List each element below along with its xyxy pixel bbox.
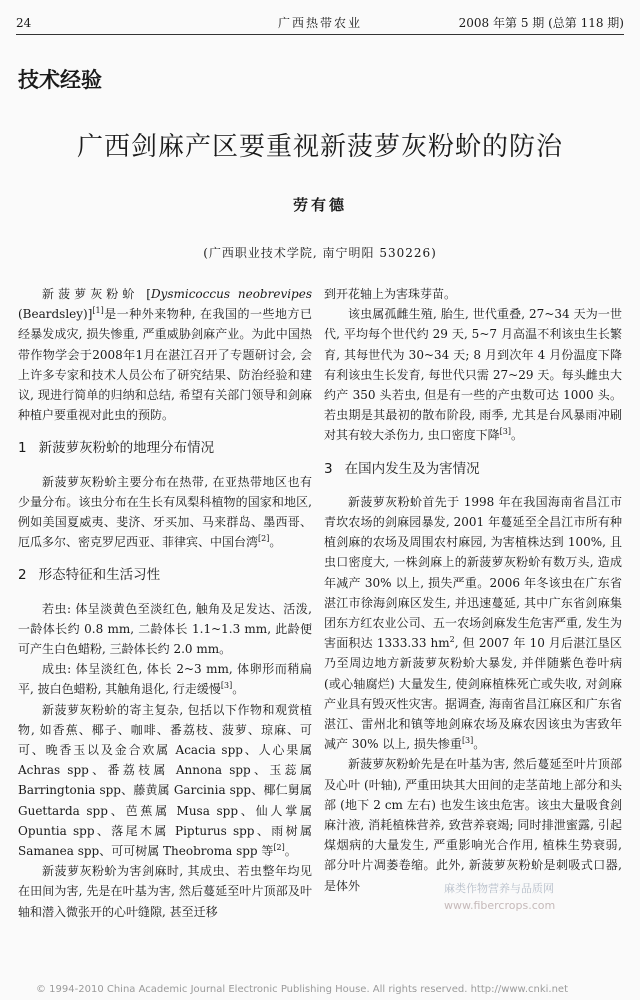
adult-description: 成虫: 体呈淡红色, 体长 2~3 mm, 体卵形而稍扁平, 披白色蜡粉, 其触角退化, 行走缓慢[3]。	[18, 662, 312, 697]
citation: [2]	[258, 534, 270, 544]
author-affiliation: (广西职业技术学院, 南宁明阳 530226)	[203, 246, 437, 260]
running-header	[16, 12, 624, 35]
citation: [3]	[220, 681, 233, 691]
journal-name: 广西热带农业	[277, 16, 362, 30]
right-column	[324, 284, 622, 896]
citation: [3]	[461, 736, 474, 746]
nymph-description: 若虫: 体呈淡黄色至淡红色, 触角及足发达、活泼, 一龄体长约 0.8 mm, 二龄体长 1.1~1.3 mm, 此龄便可产生白色蜡粉, 三龄体长约 2.0 mm。	[18, 601, 312, 657]
watermark-site-name: 麻类作物营养与品质网	[444, 882, 554, 895]
host-plants-paragraph: 新菠萝灰粉蚧的寄主复杂, 包括以下作物和观赏植物, 如香蕉、椰子、咖啡、番荔枝、菠萝、琼麻、可可、晚香玉以及金合欢属 Acacia spp、人心果属 Achras spp、番荔枝属 Annona spp、玉蕊属 Barringtonia spp、藤黄属 Garcinia spp、椰仁舅属 Guettarda spp、芭蕉属 Musa spp、仙人掌属 Opuntia spp、落尾木属 Pipturus spp、雨树属 Samanea spp、可可树属 Theobroma spp 等[2]。	[18, 702, 312, 859]
watermark-url: www.fibercrops.com	[444, 899, 556, 912]
copyright-footer: © 1994-2010 China Academic Journal Electronic Publishing House. All rights reserved. http://www.cnki.net	[36, 984, 568, 995]
reproduction-paragraph: 该虫属孤雌生殖, 胎生, 世代重叠, 27~34 天为一世代, 平均每个世代约 29 天, 5~7 月高温不利该虫生长繁育, 其每世代为 30~34 天; 8 月到次年 4 月份温度下降有利该虫生长发育, 每世代只需 27~29 天。每头雌虫大约产 350 头若虫, 但是有一些的产虫数可达 1000 头。若虫期是其最初的散布阶段, 雨季, 尤其是台风暴雨冲刷对其有较大杀伤力, 虫口密度下降[3]。	[324, 307, 622, 443]
left-column	[18, 284, 312, 922]
article-title: 广西剑麻产区要重视新菠萝灰粉蚧的防治	[76, 132, 563, 162]
column-label: 技术经验	[18, 68, 102, 92]
author-name: 劳有德	[292, 196, 347, 214]
citation: [2]	[273, 843, 285, 853]
symptom-paragraph: 新菠萝灰粉蚧先是在叶基为害, 然后蔓延至叶片顶部及心叶 (叶轴), 严重田块其大田间的走茎苗地上部分和头部 (地下 2 cm 左右) 也发生该虫危害。该虫大量吸食剑麻汁液, 消耗植株营养, 致营养衰竭; 同时排泄蜜露, 引起煤烟病的大量发生, 严重影响光合作用, 植株生势衰弱, 部分叶片凋萎卷缩。此外, 新菠萝灰粉蚧是刺吸式口器, 是体外	[324, 757, 622, 893]
superscript: 2	[449, 635, 455, 645]
continued-paragraph: 到开花轴上为害珠芽苗。	[324, 287, 457, 301]
citation: [3]	[499, 427, 511, 437]
section-1-paragraph: 新菠萝灰粉蚧主要分布在热带, 在亚热带地区也有少量分布。该虫分布在生长有凤梨科植物的国家和地区, 例如美国夏威夷、斐济、牙买加、马来群岛、墨西哥、厄瓜多尔、密克罗尼西亚、菲律宾、中国台湾[2]。	[18, 474, 312, 550]
section-heading-3: 3 在国内发生及为害情况	[324, 460, 480, 477]
citation: [1]	[92, 306, 104, 316]
occurrence-paragraph: 新菠萝灰粉蚧首先于 1998 年在我国海南省昌江市青坎农场的剑麻园暴发, 2001 年蔓延至全昌江市所有种植剑麻的农场及周围农村麻园, 为害植株达到 100%, 且虫口密度大, 一株剑麻上的新菠萝灰粉蚧有数万头, 造成年减产 30% 以上, 损失严重。2006 年冬该虫在广东省湛江市徐海剑麻区发生, 并迅速蔓延, 其中广东省剑麻集团东方红农业公司、五一农场剑麻发生危害严重, 发生为害面积达 1333.33 $hm^2$, 但 2007 年 10 月后湛江垦区乃至周边地方新菠萝灰粉蚧大暴发, 并伴随紫色卷叶病 (或心轴腐烂) 大量发生, 使剑麻植株死亡或失收, 对剑麻产业具有毁灭性灾害。据调查, 海南省昌江麻区和广东省湛江、雷州北和镇等地剑麻农场及麻农因该虫为害致年减产 30% 以上, 损失惨重[3]。	[324, 494, 622, 752]
intro-paragraph: 新菠萝灰粉蚧 [Dysmicoccus neobrevipes (Beardsley)][1]是一种外来物种, 在我国的一些地方已经暴发成灾, 损失惨重, 严重威胁剑麻产业。为此中国热带作物学会于2008年1月在湛江召开了专题研讨会, 会上许多专家和技术人员公布了研究结果、防治经验和建议, 现进行简单的归纳和总结, 希望有关部门领导和剑麻种植户要重视对此虫的预防。	[18, 287, 312, 423]
section-heading-2: 2 形态特征和生活习性	[18, 567, 161, 584]
section-heading-1: 1 新菠萝灰粉蚧的地理分布情况	[18, 440, 215, 457]
damage-paragraph: 新菠萝灰粉蚧为害剑麻时, 其成虫、若虫整年均见在田间为害, 先是在叶基为害, 然后蔓延至叶片顶部及叶轴和潜入微张开的心叶缝隙, 甚至迁移	[18, 864, 312, 919]
watermark	[444, 880, 634, 914]
issue-info: 2008 年第 5 期 (总第 118 期)	[458, 16, 624, 30]
page-number: 24	[16, 16, 32, 30]
latin-name: Dysmicoccus neobrevipes	[150, 287, 312, 301]
